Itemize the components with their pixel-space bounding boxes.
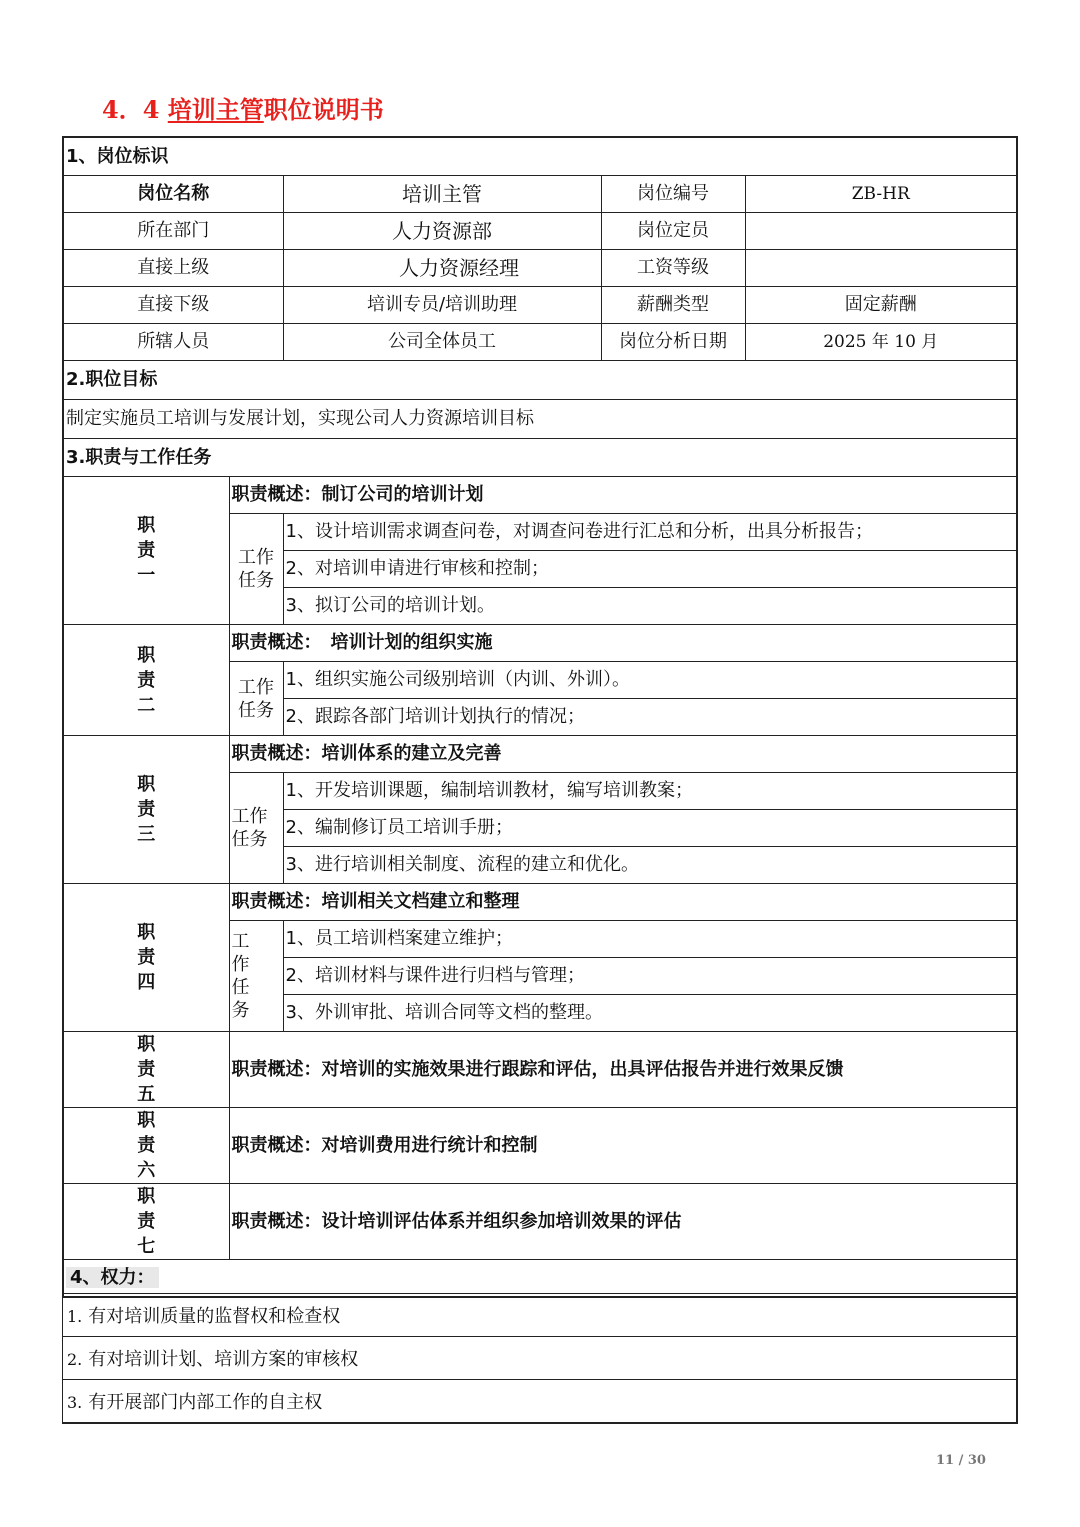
- info-label: 直接上级: [63, 250, 283, 287]
- info-value: [745, 213, 1017, 250]
- info-row: [63, 287, 1017, 324]
- task-item: 2、编制修订员工培训手册；: [283, 810, 1017, 847]
- power-item: [63, 1294, 1018, 1337]
- info-value: 人力资源经理: [283, 250, 601, 287]
- duty-summary: 职责概述：对培训的实施效果进行跟踪和评估，出具评估报告并进行效果反馈: [229, 1032, 1017, 1108]
- duty-summary: 职责概述：对培训费用进行统计和控制: [229, 1108, 1017, 1184]
- task-item: 2、培训材料与课件进行归档与管理；: [283, 958, 1017, 995]
- task-item: 3、进行培训相关制度、流程的建立和优化。: [283, 847, 1017, 884]
- task-item: 3、拟订公司的培训计划。: [283, 588, 1017, 625]
- title-underlined: 培训主管: [167, 95, 264, 124]
- power-list: [62, 1293, 1018, 1424]
- duty-summary: 职责概述：培训相关文档建立和整理: [229, 884, 1017, 921]
- page-title: [102, 90, 384, 125]
- title-rest: 职位说明书: [263, 95, 384, 124]
- task-label: 工作 任务: [229, 514, 283, 625]
- section3-heading: 3.职责与工作任务: [63, 439, 1017, 477]
- title-prefix: 4．4: [102, 95, 160, 124]
- info-label: 工资等级: [601, 250, 745, 287]
- duty-summary-row: [63, 1108, 1017, 1184]
- power-text: 有开展部门内部工作的自主权: [88, 1392, 323, 1413]
- task-item: 1、组织实施公司级别培训（内训、外训）。: [283, 662, 1017, 699]
- info-row: [63, 324, 1017, 361]
- power-text: 有对培训计划、培训方案的审核权: [88, 1349, 359, 1370]
- section4-heading: 4、权力：: [66, 1267, 159, 1288]
- info-value: 公司全体员工: [283, 324, 601, 361]
- power-item: [63, 1380, 1018, 1424]
- info-value: 培训主管: [283, 176, 601, 213]
- task-item: 2、对培训申请进行审核和控制；: [283, 551, 1017, 588]
- task-item: 1、员工培训档案建立维护；: [283, 921, 1017, 958]
- power-num: 3.: [67, 1393, 83, 1412]
- duty-summary: 职责概述： 培训计划的组织实施: [229, 625, 1017, 662]
- info-value: 固定薪酬: [745, 287, 1017, 324]
- page-number: 11 / 30: [936, 1453, 986, 1468]
- info-label: 岗位编号: [601, 176, 745, 213]
- section2-heading: 2.职位目标: [63, 361, 1017, 400]
- task-item: 1、开发培训课题，编制培训教材，编写培训教案；: [283, 773, 1017, 810]
- duty-summary: 职责概述：培训体系的建立及完善: [229, 736, 1017, 773]
- duty-label: 职 责 七: [63, 1184, 229, 1260]
- duty-label: 职 责 一: [63, 477, 229, 625]
- task-item: 3、外训审批、培训合同等文档的整理。: [283, 995, 1017, 1032]
- duty-label: 职 责 六: [63, 1108, 229, 1184]
- duty-summary-row: [63, 884, 1017, 921]
- section2-text-row: [63, 400, 1017, 439]
- task-label: 工作 任务: [229, 662, 283, 736]
- info-label: 岗位分析日期: [601, 324, 745, 361]
- duty-summary: 职责概述：设计培训评估体系并组织参加培训效果的评估: [229, 1184, 1017, 1260]
- task-label: 工作 任务: [229, 773, 283, 884]
- duty-label: 职 责 二: [63, 625, 229, 736]
- job-description-table: [62, 136, 1018, 1298]
- position-goal-text: 制定实施员工培训与发展计划，实现公司人力资源培训目标: [63, 400, 1017, 439]
- info-label: 直接下级: [63, 287, 283, 324]
- duty-label: 职 责 三: [63, 736, 229, 884]
- info-value: ZB-HR: [745, 176, 1017, 213]
- info-value: 培训专员/培训助理: [283, 287, 601, 324]
- info-value: 2025 年 10 月: [745, 324, 1017, 361]
- info-value: 人力资源部: [283, 213, 601, 250]
- duty-summary-row: [63, 625, 1017, 662]
- section1-header-row: [63, 137, 1017, 176]
- power-text: 有对培训质量的监督权和检查权: [88, 1306, 341, 1327]
- info-value: [745, 250, 1017, 287]
- section4-header-row: [63, 1260, 1017, 1298]
- info-label: 所辖人员: [63, 324, 283, 361]
- duty-summary-row: [63, 736, 1017, 773]
- info-label: 薪酬类型: [601, 287, 745, 324]
- info-row: [63, 176, 1017, 213]
- info-label: 岗位定员: [601, 213, 745, 250]
- duty-summary-row: [63, 477, 1017, 514]
- power-num: 2.: [67, 1350, 83, 1369]
- duty-summary-row: [63, 1032, 1017, 1108]
- task-item: 2、跟踪各部门培训计划执行的情况；: [283, 699, 1017, 736]
- duty-label: 职 责 四: [63, 884, 229, 1032]
- info-row: [63, 250, 1017, 287]
- section3-header-row: [63, 439, 1017, 477]
- info-label: 岗位名称: [63, 176, 283, 213]
- task-item: 1、设计培训需求调查问卷，对调查问卷进行汇总和分析，出具分析报告；: [283, 514, 1017, 551]
- power-num: 1.: [67, 1307, 83, 1326]
- duty-summary: 职责概述：制订公司的培训计划: [229, 477, 1017, 514]
- info-label: 所在部门: [63, 213, 283, 250]
- task-label: 工 作 任 务: [229, 921, 283, 1032]
- section2-header-row: [63, 361, 1017, 400]
- info-row: [63, 213, 1017, 250]
- section1-heading: 1、岗位标识: [63, 137, 1017, 176]
- power-item: [63, 1337, 1018, 1380]
- duty-label: 职 责 五: [63, 1032, 229, 1108]
- duty-summary-row: [63, 1184, 1017, 1260]
